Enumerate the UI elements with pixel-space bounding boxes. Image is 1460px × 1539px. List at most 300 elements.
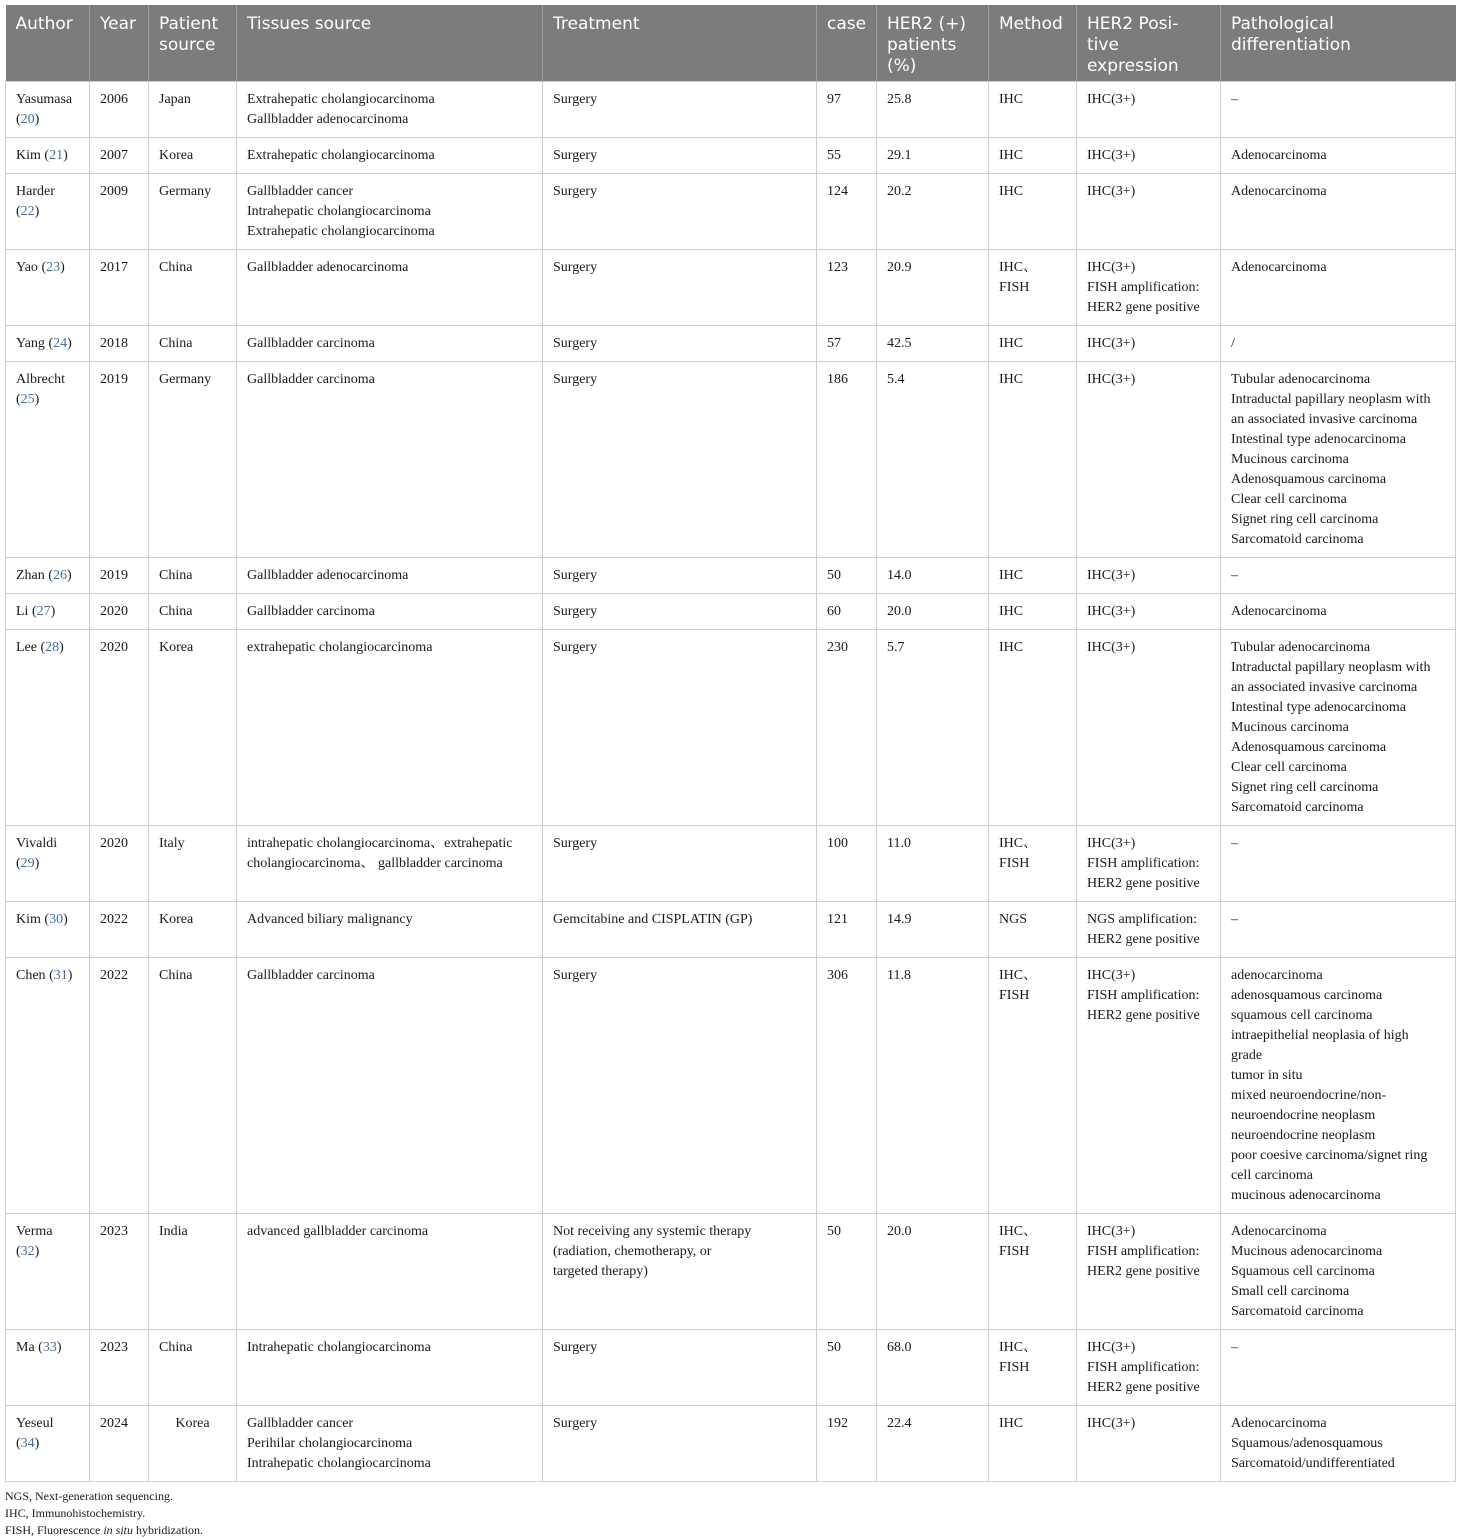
cell-tissues-source-line: Intrahepatic cholangiocarcinoma xyxy=(247,1340,431,1355)
cell-method xyxy=(989,1330,1077,1406)
author-name: Harder xyxy=(16,184,55,199)
cell-treatment xyxy=(543,82,817,138)
cell-year: 2017 xyxy=(90,250,149,326)
cell-pathological-differentiation-line: tumor in situ xyxy=(1231,1068,1303,1083)
reference-link[interactable]: 31 xyxy=(53,968,68,983)
cell-method-line: FISH xyxy=(999,1244,1030,1259)
cell-author: Vivaldi (29) xyxy=(6,826,90,902)
author-name: Li xyxy=(16,604,29,619)
reference-link[interactable]: 26 xyxy=(52,568,67,583)
cell-pathological-differentiation-line: Sarcomatoid carcinoma xyxy=(1231,532,1364,547)
cell-method xyxy=(989,138,1077,174)
cell-patient-source: China xyxy=(149,958,237,1214)
cell-method-line: IHC xyxy=(999,640,1024,655)
cell-method xyxy=(989,82,1077,138)
cell-pathological-differentiation-line: / xyxy=(1231,336,1235,351)
cell-pathological-differentiation xyxy=(1221,594,1456,630)
cell-patient-source: Germany xyxy=(149,362,237,558)
cell-pathological-differentiation-line: Mucinous adenocarcinoma xyxy=(1231,1244,1383,1259)
cell-tissues-source-line: Intrahepatic cholangiocarcinoma xyxy=(247,204,431,219)
cell-case: 124 xyxy=(817,174,877,250)
cell-pathological-differentiation-line: Adenosquamous carcinoma xyxy=(1231,740,1387,755)
cell-pathological-differentiation-line: Intraductal papillary neoplasm with xyxy=(1231,392,1431,407)
cell-treatment-line: Surgery xyxy=(553,568,598,583)
cell-author: Yasumasa (20) xyxy=(6,82,90,138)
cell-treatment xyxy=(543,902,817,958)
cell-her2-expression-line: IHC(3+) xyxy=(1087,1416,1136,1431)
cell-her2-expression-line: IHC(3+) xyxy=(1087,968,1136,983)
cell-case: 186 xyxy=(817,362,877,558)
reference-link[interactable]: 34 xyxy=(20,1436,35,1451)
cell-method-line: IHC、 xyxy=(999,1224,1038,1239)
author-name: Ma xyxy=(16,1340,35,1355)
cell-treatment xyxy=(543,1214,817,1330)
cell-method-line: NGS xyxy=(999,912,1028,927)
cell-method-line: IHC xyxy=(999,604,1024,619)
cell-patient-source: Korea xyxy=(149,1406,237,1482)
cell-tissues-source-line: Gallbladder cancer xyxy=(247,1416,354,1431)
cell-year: 2019 xyxy=(90,362,149,558)
cell-her2-percent: 25.8 xyxy=(877,82,989,138)
cell-treatment xyxy=(543,174,817,250)
cell-tissues-source-line: Perihilar cholangiocarcinoma xyxy=(247,1436,413,1451)
header-pathological-differentiation: Pathological differentiation xyxy=(1221,5,1456,82)
author-name: Yasumasa xyxy=(16,92,73,107)
cell-year: 2024 xyxy=(90,1406,149,1482)
cell-treatment xyxy=(543,250,817,326)
table-row xyxy=(6,174,1456,250)
cell-method xyxy=(989,250,1077,326)
reference-link[interactable]: 25 xyxy=(20,392,35,407)
cell-tissues-source-line: Gallbladder carcinoma xyxy=(247,968,375,983)
table-row xyxy=(6,138,1456,174)
cell-method-line: IHC、 xyxy=(999,836,1038,851)
cell-case: 123 xyxy=(817,250,877,326)
cell-pathological-differentiation-line: – xyxy=(1231,836,1238,851)
header-author: Author xyxy=(6,5,90,82)
cell-her2-percent: 20.9 xyxy=(877,250,989,326)
reference-link[interactable]: 28 xyxy=(45,640,60,655)
cell-pathological-differentiation-line: an associated invasive carcinoma xyxy=(1231,680,1418,695)
cell-method-line: IHC xyxy=(999,1416,1024,1431)
cell-treatment-line: Surgery xyxy=(553,184,598,199)
cell-pathological-differentiation xyxy=(1221,826,1456,902)
cell-treatment-line: Surgery xyxy=(553,336,598,351)
cell-author: Ma (33) xyxy=(6,1330,90,1406)
cell-her2-expression xyxy=(1077,174,1221,250)
reference-link[interactable]: 20 xyxy=(20,112,35,127)
cell-treatment xyxy=(543,1330,817,1406)
cell-pathological-differentiation-line: Intraductal papillary neoplasm with xyxy=(1231,660,1431,675)
cell-pathological-differentiation-line: Intestinal type adenocarcinoma xyxy=(1231,432,1406,447)
cell-tissues-source-line: intrahepatic cholangiocarcinoma、extrahepatic xyxy=(247,836,513,851)
cell-method-line: IHC xyxy=(999,372,1024,387)
cell-pathological-differentiation-line: – xyxy=(1231,92,1238,107)
cell-tissues-source-line: Gallbladder carcinoma xyxy=(247,372,375,387)
cell-treatment-line: Gemcitabine and CISPLATIN (GP) xyxy=(553,912,753,927)
cell-pathological-differentiation xyxy=(1221,362,1456,558)
cell-method xyxy=(989,558,1077,594)
cell-her2-expression-line: IHC(3+) xyxy=(1087,148,1136,163)
cell-treatment-line: Surgery xyxy=(553,1340,598,1355)
cell-her2-expression-line: FISH amplification: xyxy=(1087,988,1200,1003)
cell-patient-source: Japan xyxy=(149,82,237,138)
cell-treatment-line: Surgery xyxy=(553,604,598,619)
cell-author: Kim (30) xyxy=(6,902,90,958)
cell-treatment xyxy=(543,1406,817,1482)
cell-patient-source: Germany xyxy=(149,174,237,250)
cell-method xyxy=(989,594,1077,630)
cell-method-line: IHC、 xyxy=(999,968,1038,983)
cell-her2-expression-line: FISH amplification: xyxy=(1087,280,1200,295)
author-name: Albrecht xyxy=(16,372,65,387)
cell-tissues-source xyxy=(237,558,543,594)
cell-tissues-source-line: advanced gallbladder carcinoma xyxy=(247,1224,429,1239)
cell-year: 2006 xyxy=(90,82,149,138)
table-row xyxy=(6,630,1456,826)
cell-her2-expression xyxy=(1077,1406,1221,1482)
cell-pathological-differentiation xyxy=(1221,1406,1456,1482)
cell-method xyxy=(989,826,1077,902)
reference-link[interactable]: 32 xyxy=(20,1244,35,1259)
cell-patient-source: Italy xyxy=(149,826,237,902)
footnote-fish-prefix: FISH, Fluorescence xyxy=(5,1523,104,1537)
cell-treatment-line: (radiation, chemotherapy, or xyxy=(553,1244,712,1259)
author-name: Kim xyxy=(16,912,41,927)
header-her2-patients: HER2 (+) patients (%) xyxy=(877,5,989,82)
cell-treatment xyxy=(543,362,817,558)
cell-pathological-differentiation-line: Squamous cell carcinoma xyxy=(1231,1264,1375,1279)
cell-pathological-differentiation-line: – xyxy=(1231,1340,1238,1355)
table-row xyxy=(6,250,1456,326)
cell-her2-percent: 5.4 xyxy=(877,362,989,558)
cell-pathological-differentiation-line: Adenocarcinoma xyxy=(1231,260,1327,275)
table-row xyxy=(6,362,1456,558)
cell-pathological-differentiation-line: Adenocarcinoma xyxy=(1231,184,1327,199)
cell-pathological-differentiation-line: – xyxy=(1231,568,1238,583)
cell-her2-expression-line: IHC(3+) xyxy=(1087,604,1136,619)
footnote-ngs: NGS, Next-generation sequencing. xyxy=(5,1489,173,1503)
cell-patient-source: China xyxy=(149,326,237,362)
cell-tissues-source-line: Extrahepatic cholangiocarcinoma xyxy=(247,148,435,163)
table-header xyxy=(6,5,1456,82)
cell-her2-expression xyxy=(1077,630,1221,826)
cell-method-line: IHC xyxy=(999,336,1024,351)
cell-pathological-differentiation-line: mixed neuroendocrine/non- xyxy=(1231,1088,1387,1103)
cell-pathological-differentiation xyxy=(1221,1214,1456,1330)
cell-her2-expression-line: IHC(3+) xyxy=(1087,260,1136,275)
cell-author: Yang (24) xyxy=(6,326,90,362)
table-wrapper xyxy=(5,5,1455,1539)
cell-treatment xyxy=(543,594,817,630)
cell-author: Harder (22) xyxy=(6,174,90,250)
cell-her2-expression-line: IHC(3+) xyxy=(1087,836,1136,851)
cell-author: Kim (21) xyxy=(6,138,90,174)
cell-her2-expression xyxy=(1077,362,1221,558)
cell-pathological-differentiation-line: Signet ring cell carcinoma xyxy=(1231,780,1379,795)
cell-pathological-differentiation-line: Adenosquamous carcinoma xyxy=(1231,472,1387,487)
cell-her2-expression-line: HER2 gene positive xyxy=(1087,300,1200,315)
cell-her2-expression-line: IHC(3+) xyxy=(1087,92,1136,107)
cell-tissues-source-line: Gallbladder carcinoma xyxy=(247,604,375,619)
header-tissues-source: Tissues source xyxy=(237,5,543,82)
cell-year: 2022 xyxy=(90,958,149,1214)
cell-pathological-differentiation-line: Tubular adenocarcinoma xyxy=(1231,372,1371,387)
footnote-ihc: IHC, Immunohistochemistry. xyxy=(5,1506,146,1520)
cell-treatment-line: Surgery xyxy=(553,640,598,655)
cell-her2-percent: 14.9 xyxy=(877,902,989,958)
cell-method xyxy=(989,1214,1077,1330)
cell-method-line: IHC xyxy=(999,568,1024,583)
cell-treatment xyxy=(543,630,817,826)
cell-pathological-differentiation-line: Adenocarcinoma xyxy=(1231,604,1327,619)
cell-pathological-differentiation-line: adenosquamous carcinoma xyxy=(1231,988,1383,1003)
cell-tissues-source xyxy=(237,1214,543,1330)
cell-method-line: FISH xyxy=(999,280,1030,295)
cell-patient-source: China xyxy=(149,1330,237,1406)
cell-treatment xyxy=(543,958,817,1214)
author-name: Chen xyxy=(16,968,46,983)
cell-method-line: IHC xyxy=(999,148,1024,163)
cell-her2-expression-line: HER2 gene positive xyxy=(1087,932,1200,947)
author-name: Yeseul xyxy=(16,1416,54,1431)
author-name: Lee xyxy=(16,640,37,655)
cell-pathological-differentiation xyxy=(1221,138,1456,174)
cell-her2-expression xyxy=(1077,326,1221,362)
cell-tissues-source-line: Intrahepatic cholangiocarcinoma xyxy=(247,1456,431,1471)
cell-tissues-source xyxy=(237,174,543,250)
author-name: Kim xyxy=(16,148,41,163)
cell-her2-percent: 20.0 xyxy=(877,1214,989,1330)
cell-pathological-differentiation-line: Squamous/adenosquamous xyxy=(1231,1436,1383,1451)
cell-her2-expression xyxy=(1077,250,1221,326)
cell-case: 97 xyxy=(817,82,877,138)
header-case: case xyxy=(817,5,877,82)
author-name: Zhan xyxy=(16,568,45,583)
cell-pathological-differentiation-line: Sarcomatoid/undifferentiated xyxy=(1231,1456,1395,1471)
cell-pathological-differentiation xyxy=(1221,958,1456,1214)
cell-pathological-differentiation xyxy=(1221,82,1456,138)
cell-pathological-differentiation-line: Small cell carcinoma xyxy=(1231,1284,1350,1299)
cell-pathological-differentiation-line: adenocarcinoma xyxy=(1231,968,1323,983)
cell-tissues-source-line: Gallbladder adenocarcinoma xyxy=(247,112,409,127)
cell-method xyxy=(989,630,1077,826)
cell-tissues-source-line: Gallbladder adenocarcinoma xyxy=(247,568,409,583)
cell-her2-percent: 68.0 xyxy=(877,1330,989,1406)
cell-treatment-line: Surgery xyxy=(553,148,598,163)
footnote-fish xyxy=(5,1522,1455,1539)
cell-year: 2022 xyxy=(90,902,149,958)
cell-her2-expression xyxy=(1077,1330,1221,1406)
cell-patient-source: India xyxy=(149,1214,237,1330)
cell-pathological-differentiation-line: neuroendocrine neoplasm xyxy=(1231,1128,1376,1143)
cell-year: 2020 xyxy=(90,594,149,630)
cell-pathological-differentiation-line: Clear cell carcinoma xyxy=(1231,760,1347,775)
cell-author: Albrecht (25) xyxy=(6,362,90,558)
cell-her2-expression-line: HER2 gene positive xyxy=(1087,1008,1200,1023)
reference-link[interactable]: 27 xyxy=(36,604,51,619)
cell-pathological-differentiation-line: squamous cell carcinoma xyxy=(1231,1008,1373,1023)
cell-method xyxy=(989,174,1077,250)
cell-method-line: IHC xyxy=(999,184,1024,199)
cell-pathological-differentiation-line: Mucinous carcinoma xyxy=(1231,452,1349,467)
cell-tissues-source-line: Advanced biliary malignancy xyxy=(247,912,413,927)
cell-pathological-differentiation-line: poor coesive carcinoma/signet ring xyxy=(1231,1148,1428,1163)
cell-case: 230 xyxy=(817,630,877,826)
cell-tissues-source xyxy=(237,902,543,958)
cell-year: 2007 xyxy=(90,138,149,174)
cell-her2-expression xyxy=(1077,594,1221,630)
cell-pathological-differentiation-line: neuroendocrine neoplasm xyxy=(1231,1108,1376,1123)
header-her2-expression: HER2 Posi-tive expression xyxy=(1077,5,1221,82)
reference-link[interactable]: 30 xyxy=(49,912,64,927)
cell-author: Yeseul (34) xyxy=(6,1406,90,1482)
table-row xyxy=(6,326,1456,362)
cell-treatment-line: targeted therapy) xyxy=(553,1264,648,1279)
cell-her2-expression-line: NGS amplification: xyxy=(1087,912,1198,927)
cell-case: 57 xyxy=(817,326,877,362)
cell-author: Verma (32) xyxy=(6,1214,90,1330)
cell-her2-percent: 42.5 xyxy=(877,326,989,362)
cell-pathological-differentiation xyxy=(1221,174,1456,250)
table-body xyxy=(6,82,1456,1482)
cell-tissues-source-line: Gallbladder carcinoma xyxy=(247,336,375,351)
cell-pathological-differentiation xyxy=(1221,902,1456,958)
reference-link[interactable]: 21 xyxy=(49,148,64,163)
cell-tissues-source xyxy=(237,1406,543,1482)
cell-tissues-source xyxy=(237,82,543,138)
cell-tissues-source xyxy=(237,362,543,558)
reference-link[interactable]: 29 xyxy=(20,856,35,871)
cell-her2-expression-line: FISH amplification: xyxy=(1087,856,1200,871)
cell-treatment xyxy=(543,826,817,902)
cell-her2-percent: 11.8 xyxy=(877,958,989,1214)
cell-treatment-line: Surgery xyxy=(553,260,598,275)
cell-method-line: FISH xyxy=(999,1360,1030,1375)
table-row xyxy=(6,594,1456,630)
header-row xyxy=(6,5,1456,82)
cell-author: Li (27) xyxy=(6,594,90,630)
header-method: Method xyxy=(989,5,1077,82)
reference-link[interactable]: 33 xyxy=(42,1340,57,1355)
cell-tissues-source xyxy=(237,250,543,326)
cell-tissues-source-line: extrahepatic cholangiocarcinoma xyxy=(247,640,433,655)
cell-treatment-line: Surgery xyxy=(553,968,598,983)
header-year: Year xyxy=(90,5,149,82)
cell-her2-percent: 29.1 xyxy=(877,138,989,174)
cell-pathological-differentiation-line: mucinous adenocarcinoma xyxy=(1231,1188,1381,1203)
table-row xyxy=(6,958,1456,1214)
cell-her2-expression-line: IHC(3+) xyxy=(1087,1224,1136,1239)
cell-treatment-line: Surgery xyxy=(553,92,598,107)
cell-tissues-source-line: Gallbladder adenocarcinoma xyxy=(247,260,409,275)
cell-treatment-line: Surgery xyxy=(553,372,598,387)
cell-case: 50 xyxy=(817,558,877,594)
cell-pathological-differentiation xyxy=(1221,250,1456,326)
cell-treatment xyxy=(543,558,817,594)
reference-link[interactable]: 23 xyxy=(46,260,61,275)
author-name: Yang xyxy=(16,336,45,351)
cell-her2-expression-line: IHC(3+) xyxy=(1087,184,1136,199)
cell-her2-expression xyxy=(1077,82,1221,138)
cell-patient-source: Korea xyxy=(149,902,237,958)
cell-method xyxy=(989,326,1077,362)
reference-link[interactable]: 24 xyxy=(53,336,68,351)
cell-author: Yao (23) xyxy=(6,250,90,326)
cell-treatment-line: Surgery xyxy=(553,1416,598,1431)
cell-pathological-differentiation xyxy=(1221,558,1456,594)
cell-method-line: FISH xyxy=(999,988,1030,1003)
cell-treatment-line: Surgery xyxy=(553,836,598,851)
cell-tissues-source xyxy=(237,138,543,174)
cell-pathological-differentiation xyxy=(1221,1330,1456,1406)
cell-method xyxy=(989,958,1077,1214)
cell-patient-source: Korea xyxy=(149,138,237,174)
cell-treatment xyxy=(543,138,817,174)
cell-case: 100 xyxy=(817,826,877,902)
cell-her2-expression xyxy=(1077,558,1221,594)
cell-tissues-source-line: cholangiocarcinoma、 gallbladder carcinoma xyxy=(247,856,503,871)
table-row xyxy=(6,558,1456,594)
cell-case: 60 xyxy=(817,594,877,630)
cell-pathological-differentiation-line: an associated invasive carcinoma xyxy=(1231,412,1418,427)
cell-case: 50 xyxy=(817,1214,877,1330)
cell-tissues-source xyxy=(237,1330,543,1406)
cell-tissues-source-line: Extrahepatic cholangiocarcinoma xyxy=(247,92,435,107)
cell-tissues-source xyxy=(237,826,543,902)
cell-year: 2018 xyxy=(90,326,149,362)
cell-patient-source: China xyxy=(149,250,237,326)
cell-year: 2023 xyxy=(90,1330,149,1406)
cell-her2-percent: 14.0 xyxy=(877,558,989,594)
cell-year: 2019 xyxy=(90,558,149,594)
cell-year: 2020 xyxy=(90,630,149,826)
cell-patient-source: China xyxy=(149,558,237,594)
cell-tissues-source-line: Extrahepatic cholangiocarcinoma xyxy=(247,224,435,239)
cell-her2-percent: 5.7 xyxy=(877,630,989,826)
author-name: Vivaldi xyxy=(16,836,58,851)
cell-her2-percent: 20.2 xyxy=(877,174,989,250)
cell-pathological-differentiation xyxy=(1221,630,1456,826)
cell-patient-source: Korea xyxy=(149,630,237,826)
cell-method xyxy=(989,902,1077,958)
cell-pathological-differentiation-line: Sarcomatoid carcinoma xyxy=(1231,800,1364,815)
cell-pathological-differentiation-line: Clear cell carcinoma xyxy=(1231,492,1347,507)
cell-tissues-source xyxy=(237,594,543,630)
cell-pathological-differentiation-line: Adenocarcinoma xyxy=(1231,1224,1327,1239)
cell-her2-expression-line: FISH amplification: xyxy=(1087,1360,1200,1375)
cell-her2-expression-line: HER2 gene positive xyxy=(1087,876,1200,891)
cell-year: 2020 xyxy=(90,826,149,902)
author-name: Yao xyxy=(16,260,38,275)
table-row xyxy=(6,826,1456,902)
cell-pathological-differentiation-line: Sarcomatoid carcinoma xyxy=(1231,1304,1364,1319)
cell-patient-source: China xyxy=(149,594,237,630)
cell-her2-percent: 22.4 xyxy=(877,1406,989,1482)
reference-link[interactable]: 22 xyxy=(20,204,35,219)
cell-her2-expression-line: FISH amplification: xyxy=(1087,1244,1200,1259)
cell-pathological-differentiation-line: Intestinal type adenocarcinoma xyxy=(1231,700,1406,715)
cell-case: 55 xyxy=(817,138,877,174)
cell-pathological-differentiation-line: intraepithelial neoplasia of high xyxy=(1231,1028,1409,1043)
cell-pathological-differentiation-line: Adenocarcinoma xyxy=(1231,1416,1327,1431)
cell-method-line: IHC、 xyxy=(999,260,1038,275)
cell-case: 50 xyxy=(817,1330,877,1406)
cell-case: 121 xyxy=(817,902,877,958)
cell-her2-expression-line: HER2 gene positive xyxy=(1087,1264,1200,1279)
cell-method-line: IHC、 xyxy=(999,1340,1038,1355)
cell-her2-expression xyxy=(1077,958,1221,1214)
